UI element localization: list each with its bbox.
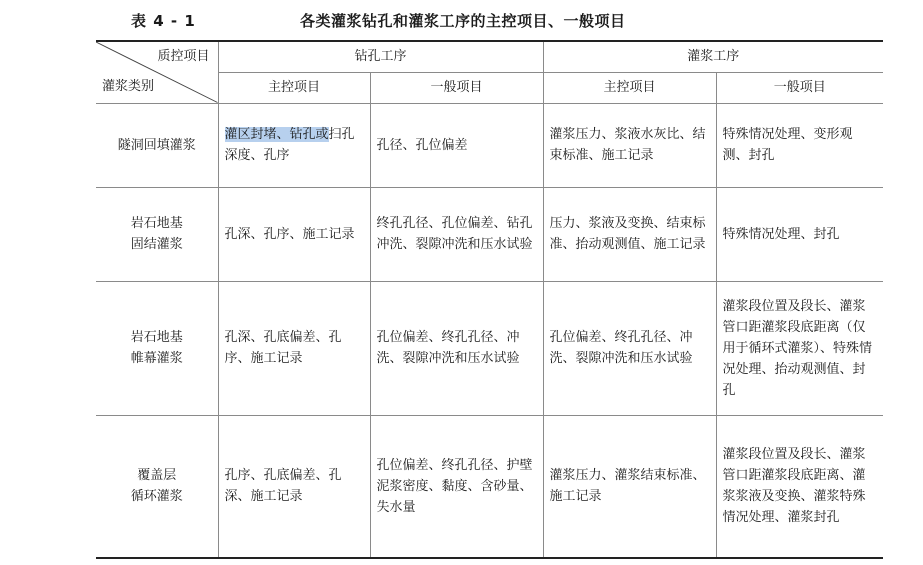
- table-row: [96, 281, 883, 415]
- grouting-type-cell: [96, 187, 218, 281]
- drilling-general-cell: 终孔孔径、孔位偏差、钻孔冲洗、裂隙冲洗和压水试验: [370, 187, 543, 281]
- grouting-process-header: 灌浆工序: [543, 41, 883, 72]
- grouting-main-cell: 灌浆压力、灌浆结束标准、施工记录: [543, 415, 716, 558]
- drilling-general-cell: 孔径、孔位偏差: [370, 103, 543, 187]
- grouting-type-cell: [96, 281, 218, 415]
- grouting-type-line: 固结灌浆: [130, 237, 183, 252]
- quality-item-header: 质控项目: [157, 49, 210, 64]
- drilling-main-cell: 孔序、孔底偏差、孔深、施工记录: [218, 415, 370, 558]
- table-row: [96, 187, 883, 281]
- grouting-type-line: 岩石地基: [130, 216, 183, 231]
- drilling-main-cell: [218, 103, 370, 187]
- grouting-type-line: 覆盖层: [137, 468, 177, 484]
- grouting-main-cell: 压力、浆液及变换、结束标准、抬动观测值、施工记录: [543, 187, 716, 281]
- drilling-main-text: 扫孔深度、孔序: [224, 127, 355, 163]
- grouting-general-header: 一般项目: [716, 72, 883, 103]
- selected-text[interactable]: 灌区封堵、钻孔或: [224, 127, 329, 142]
- grouting-general-cell: 灌浆段位置及段长、灌浆管口距灌浆段底距离、灌浆浆液及变换、灌浆特殊情况处理、灌浆封孔: [716, 415, 883, 558]
- table-row: [96, 415, 883, 558]
- drilling-general-cell: 孔位偏差、终孔孔径、冲洗、裂隙冲洗和压水试验: [370, 281, 543, 415]
- grouting-type-cell: [96, 415, 218, 558]
- grouting-type-line: 岩石地基: [130, 330, 183, 345]
- drilling-process-header: 钻孔工序: [218, 41, 543, 72]
- drilling-main-cell: 孔深、孔序、施工记录: [218, 187, 370, 281]
- grouting-general-cell: 灌浆段位置及段长、灌浆管口距灌浆段底距离（仅用于循环式灌浆）、特殊情况处理、抬动观测值、封孔: [716, 281, 883, 415]
- grouting-type-line: 帷幕灌浆: [130, 351, 183, 366]
- quality-control-table: [96, 40, 883, 559]
- grouting-main-cell: 孔位偏差、终孔孔径、冲洗、裂隙冲洗和压水试验: [543, 281, 716, 415]
- grouting-type-cell: 隧洞回填灌浆: [96, 103, 218, 187]
- drilling-main-cell: 孔深、孔底偏差、孔序、施工记录: [218, 281, 370, 415]
- table-row: [96, 103, 883, 187]
- grouting-general-cell: 特殊情况处理、变形观测、封孔: [716, 103, 883, 187]
- grouting-type-line: 循环灌浆: [130, 489, 183, 505]
- drilling-general-cell: 孔位偏差、终孔孔径、护壁泥浆密度、黏度、含砂量、失水量: [370, 415, 543, 558]
- grouting-type-header: 灌浆类别: [102, 78, 155, 94]
- table-number: 表 4 - 1: [131, 12, 196, 30]
- grouting-general-cell: 特殊情况处理、封孔: [716, 187, 883, 281]
- grouting-main-cell: 灌浆压力、浆液水灰比、结束标准、施工记录: [543, 103, 716, 187]
- diagonal-header-cell: [96, 41, 218, 103]
- drilling-main-header: 主控项目: [218, 72, 370, 103]
- grouting-main-header: 主控项目: [543, 72, 716, 103]
- drilling-general-header: 一般项目: [370, 72, 543, 103]
- table-title: 各类灌浆钻孔和灌浆工序的主控项目、一般项目: [300, 12, 626, 30]
